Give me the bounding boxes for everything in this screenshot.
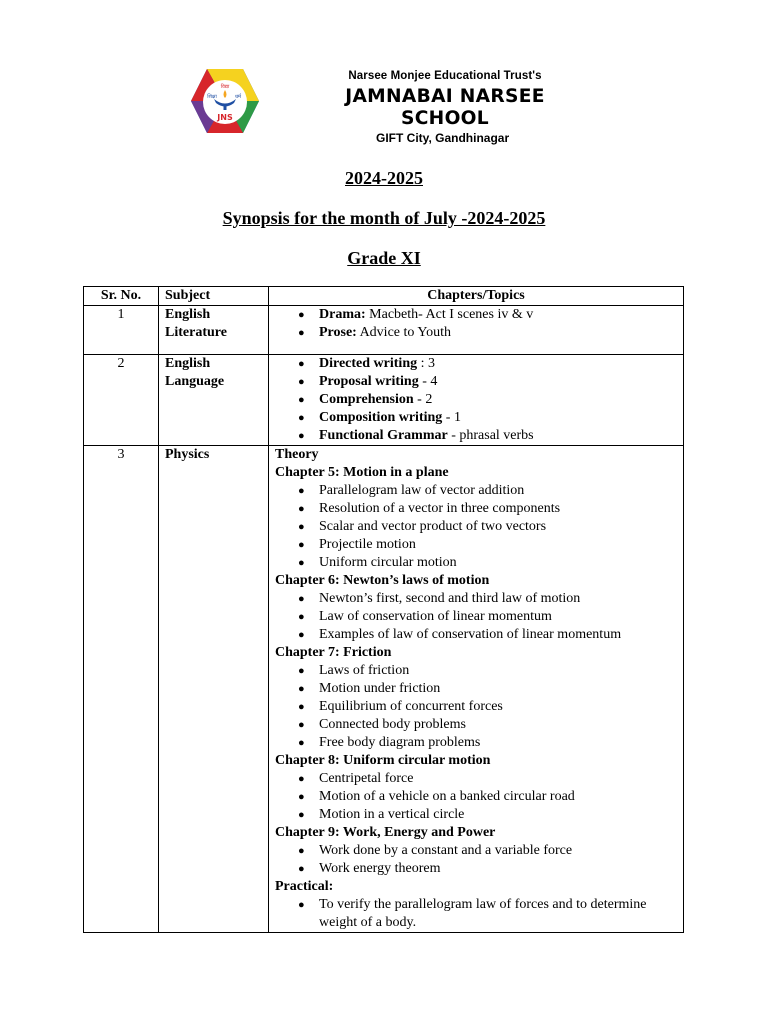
list-item xyxy=(319,427,677,445)
list-item: ● Equilibrium of concurrent forces xyxy=(319,698,677,716)
subject-line: English xyxy=(165,307,211,322)
list-item: ● Uniform circular motion xyxy=(319,554,677,572)
school-name: JAMNABAI NARSEE SCHOOL xyxy=(345,85,545,129)
topic-text: Advice to Youth xyxy=(356,325,451,340)
list-item: ● Motion in a vertical circle xyxy=(319,806,677,824)
row-sr-no: 3 xyxy=(84,446,159,933)
chapter-title: Chapter 6: Newton’s laws of motion xyxy=(275,573,490,588)
table-row xyxy=(84,446,684,933)
list-item: ● Projectile motion xyxy=(319,536,677,554)
topic-label: Directed writing xyxy=(319,356,418,371)
row-subject xyxy=(159,355,269,446)
logo-left-text: शिक्षा xyxy=(207,94,217,100)
logo-right-text: धर्म xyxy=(234,94,242,100)
list-item: ● Motion under friction xyxy=(319,680,677,698)
list-item xyxy=(319,306,677,324)
list-item xyxy=(319,355,677,373)
subject-line: Literature xyxy=(165,325,227,340)
topic-label: Drama: xyxy=(319,307,366,322)
list-item: ● Motion of a vehicle on a banked circular road xyxy=(319,788,677,806)
row-topics xyxy=(269,355,684,446)
list-item: ● Centripetal force xyxy=(319,770,677,788)
row-subject xyxy=(159,306,269,355)
logo-top-text: विद्या xyxy=(220,84,230,90)
topic-list xyxy=(275,482,677,572)
subject-line: English xyxy=(165,356,211,371)
topic-text: - 4 xyxy=(418,374,438,389)
topic-list xyxy=(275,770,677,824)
list-item xyxy=(319,324,677,342)
list-item xyxy=(319,409,677,427)
topic-text: - 1 xyxy=(442,410,461,425)
row-subject: Physics xyxy=(159,446,269,933)
table-header-row xyxy=(84,287,684,306)
list-item: ● Free body diagram problems xyxy=(319,734,677,752)
chapter-title: Chapter 7: Friction xyxy=(275,645,392,660)
list-item: ● Scalar and vector product of two vectors xyxy=(319,518,677,536)
chapter-title: Chapter 9: Work, Energy and Power xyxy=(275,825,496,840)
list-item: ● To verify the parallelogram law of forces and to determine weight of a body. xyxy=(319,896,677,932)
list-item: ● Resolution of a vector in three components xyxy=(319,500,677,518)
header-subject: Subject xyxy=(159,287,269,306)
list-item: ● Work energy theorem xyxy=(319,860,677,878)
header-chapters-topics: Chapters/Topics xyxy=(269,287,684,306)
topic-label: Functional Grammar xyxy=(319,428,448,443)
practical-label: Practical: xyxy=(275,879,334,894)
list-item: ● Work done by a constant and a variable force xyxy=(319,842,677,860)
list-item: ● Parallelogram law of vector addition xyxy=(319,482,677,500)
list-item: ● Examples of law of conservation of linear momentum xyxy=(319,626,677,644)
chapter-title: Chapter 8: Uniform circular motion xyxy=(275,753,491,768)
trust-name: Narsee Monjee Educational Trust's xyxy=(348,70,542,82)
list-item: ● Connected body problems xyxy=(319,716,677,734)
grade-title: Grade XI xyxy=(347,248,421,268)
row-topics xyxy=(269,306,684,355)
topic-text: Macbeth- Act I scenes iv & v xyxy=(365,307,534,322)
topic-label: Composition writing xyxy=(319,410,443,425)
header-sr-no: Sr. No. xyxy=(84,287,159,306)
topic-list xyxy=(275,355,677,445)
topic-label: Comprehension xyxy=(319,392,414,407)
subject-line: Language xyxy=(165,374,225,389)
topic-label: Prose: xyxy=(319,325,357,340)
row-sr-no: 1 xyxy=(84,306,159,355)
topic-list xyxy=(275,590,677,644)
table-row xyxy=(84,355,684,446)
synopsis-table xyxy=(83,286,684,933)
topic-list xyxy=(275,842,677,878)
row-sr-no: 2 xyxy=(84,355,159,446)
table-row xyxy=(84,306,684,355)
topic-text: - 2 xyxy=(413,392,433,407)
chapter-title: Chapter 5: Motion in a plane xyxy=(275,465,449,480)
topic-list xyxy=(275,662,677,752)
topic-list xyxy=(275,896,677,932)
school-location: GIFT City, Gandhinagar xyxy=(376,131,510,145)
list-item xyxy=(319,373,677,391)
theory-label: Theory xyxy=(275,447,319,462)
row-topics xyxy=(269,446,684,933)
list-item xyxy=(319,391,677,409)
topic-text: - phrasal verbs xyxy=(447,428,534,443)
topic-text: : 3 xyxy=(417,356,435,371)
letterhead xyxy=(190,68,590,145)
school-name-block xyxy=(314,70,576,145)
synopsis-title: Synopsis for the month of July -2024-2025 xyxy=(222,208,546,228)
list-item: ● Law of conservation of linear momentum xyxy=(319,608,677,626)
list-item: ● Newton’s first, second and third law of motion xyxy=(319,590,677,608)
topic-list xyxy=(275,306,677,342)
list-item: ● Laws of friction xyxy=(319,662,677,680)
logo-monogram: JNS xyxy=(217,113,233,122)
topic-label: Proposal writing xyxy=(319,374,419,389)
academic-year-title: 2024-2025 xyxy=(345,168,423,188)
school-logo-icon xyxy=(190,68,260,134)
